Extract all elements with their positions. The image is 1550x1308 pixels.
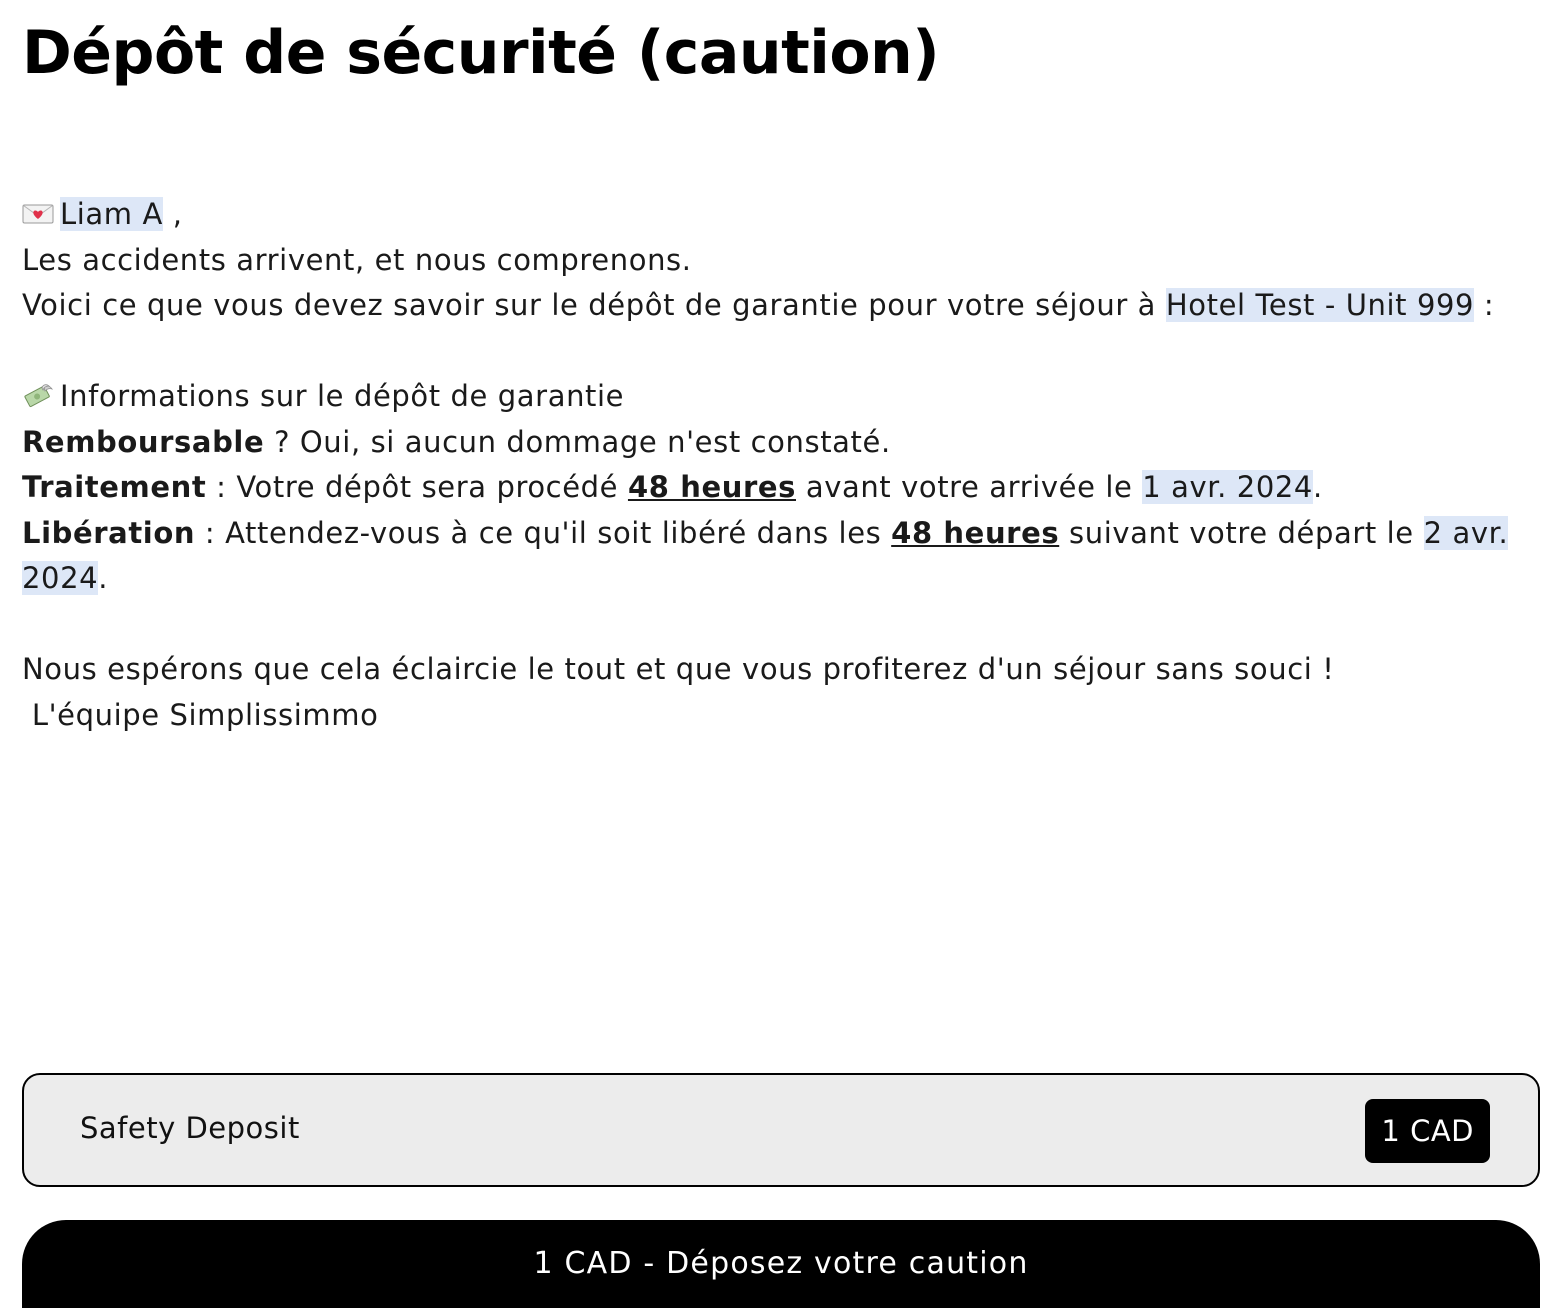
deposit-summary-card bbox=[22, 1073, 1540, 1187]
page-title: Dépôt de sécurité (caution) bbox=[22, 18, 940, 88]
info-heading-text: Informations sur le dépôt de garantie bbox=[60, 379, 625, 413]
intro-text: Voici ce que vous devez savoir sur le dépôt de garantie pour votre séjour à bbox=[22, 288, 1166, 322]
info-heading bbox=[22, 374, 1532, 420]
greeting-line bbox=[22, 192, 1532, 238]
intro-line bbox=[22, 283, 1532, 329]
pay-deposit-button[interactable]: 1 CAD - Déposez votre caution bbox=[22, 1220, 1540, 1308]
refundable-line bbox=[22, 420, 1532, 466]
release-text-before: : Attendez-vous à ce qu'il soit libéré dans les bbox=[195, 515, 892, 550]
spacer bbox=[22, 602, 1532, 648]
release-text-after: suivant votre départ le bbox=[1059, 515, 1424, 550]
processing-label: Traitement bbox=[22, 470, 207, 504]
release-label: Libération bbox=[22, 515, 196, 550]
spacer bbox=[22, 329, 1532, 375]
departure-date: 2 avr. 2024 bbox=[22, 515, 1509, 595]
processing-line bbox=[22, 465, 1532, 511]
love-letter-icon bbox=[22, 202, 54, 226]
closing-line: Nous espérons que cela éclaircie le tout et que vous profiterez d'un séjour sans souci ! bbox=[22, 652, 1335, 686]
deposit-amount-badge: 1 CAD bbox=[1365, 1099, 1490, 1163]
processing-delay: 48 heures bbox=[627, 470, 796, 504]
refundable-text: ? Oui, si aucun dommage n'est constaté. bbox=[264, 424, 891, 459]
accidents-line: Les accidents arrivent, et nous comprenons. bbox=[22, 242, 692, 277]
signature: L'équipe Simplissimmo bbox=[22, 697, 379, 732]
property-name: Hotel Test - Unit 999 bbox=[1165, 288, 1475, 322]
deposit-message bbox=[22, 192, 1532, 738]
intro-suffix: : bbox=[1474, 288, 1495, 322]
greeting-suffix: , bbox=[162, 197, 183, 231]
release-line bbox=[22, 511, 1532, 602]
refundable-label: Remboursable bbox=[22, 424, 265, 459]
arrival-date: 1 avr. 2024 bbox=[1142, 470, 1313, 504]
release-delay: 48 heures bbox=[891, 515, 1060, 550]
processing-period: . bbox=[1312, 470, 1323, 504]
release-period: . bbox=[98, 561, 109, 595]
guest-name: Liam A bbox=[60, 197, 163, 231]
processing-text-after: avant votre arrivée le bbox=[796, 470, 1143, 504]
processing-text-before: : Votre dépôt sera procédé bbox=[206, 470, 628, 504]
money-with-wings-icon bbox=[22, 384, 54, 408]
deposit-label: Safety Deposit bbox=[80, 1111, 300, 1145]
